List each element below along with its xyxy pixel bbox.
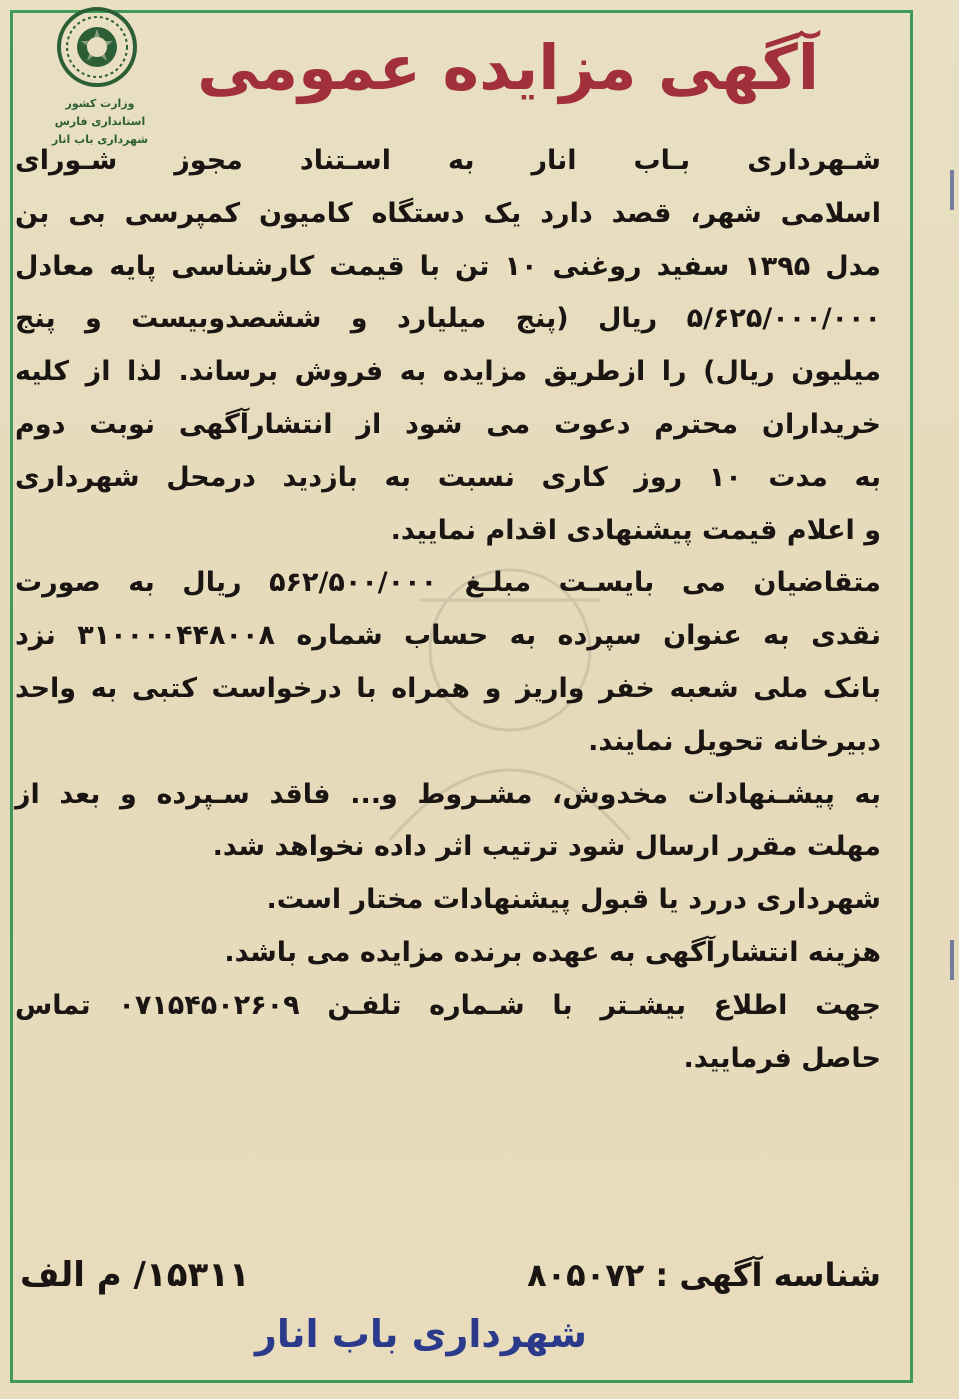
edge-mark-icon bbox=[947, 940, 957, 980]
body-line: شـهرداری بـاب انار به اسـتناد مجوز شـورای bbox=[15, 145, 881, 176]
body-line: خریداران محترم دعوت می شود از انتشارآگهی نوبت دوم bbox=[15, 408, 881, 440]
footer-row bbox=[20, 1245, 881, 1305]
notice-body bbox=[15, 135, 881, 1085]
body-line: شهرداری دررد یا قبول پیشنهادات مختار است. bbox=[266, 884, 881, 916]
body-line: ۵/۶۲۵/۰۰۰/۰۰۰ ریال (پنج میلیارد و ششصدوبیست و پنج bbox=[15, 303, 881, 335]
signature-municipality: شهرداری باب انار bbox=[255, 1312, 587, 1356]
body-line: متقاضیان می بایسـت مبلـغ ۵۶۲/۵۰۰/۰۰۰ ریال به صورت bbox=[15, 567, 882, 599]
body-line: به مدت ۱۰ روز کاری نسبت به بازدید درمحل شهرداری bbox=[15, 461, 881, 493]
body-line: اسلامی شهر، قصد دارد یک دستگاه کامیون کمپرسی بی بن bbox=[15, 197, 881, 229]
body-line: بانک ملی شعبه خفر واریز و همراه با درخواست کتبی به واحد bbox=[15, 672, 881, 704]
body-line: دبیرخانه تحویل نمایند. bbox=[588, 725, 881, 757]
body-line: مهلت مقرر ارسال شود ترتیب اثر داده نخواهد شد. bbox=[212, 831, 881, 863]
edge-mark-icon bbox=[947, 170, 957, 210]
reference-number: ۱۵۳۱۱/ م الف bbox=[20, 1255, 250, 1295]
municipality-emblem-icon bbox=[56, 6, 138, 88]
body-line: هزینه انتشارآگهی به عهده برنده مزایده می باشد. bbox=[224, 936, 881, 968]
body-line: نقدی به عنوان سپرده به حساب شماره ۳۱۰۰۰۰۴۴۸۰۰۸ نزد bbox=[15, 620, 881, 652]
body-line: جهت اطلاع بیشـتر با شـماره تلفـن ۰۷۱۵۴۵۰۲۶۰۹ تماس bbox=[15, 989, 881, 1021]
body-line: میلیون ریال) را ازطریق مزایده به فروش برساند. لذا از کلیه bbox=[15, 356, 881, 388]
emblem-caption-line: شهرداری باب انار bbox=[51, 133, 149, 146]
emblem-caption-line: وزارت کشور bbox=[65, 97, 135, 110]
ad-id: شناسه آگهی : ۸۰۵۰۷۲ bbox=[527, 1256, 881, 1294]
notice-title: آگهی مزایده عمومی bbox=[197, 31, 819, 104]
emblem-caption-line: استانداری فارس bbox=[54, 115, 146, 128]
body-line: حاصل فرمایید. bbox=[683, 1042, 881, 1074]
body-line: به پیشـنهادات مخدوش، مشـروط و... فاقد سـپرده و بعد از bbox=[15, 778, 881, 810]
body-line: و اعلام قیمت پیشنهادی اقدام نمایید. bbox=[390, 514, 881, 546]
body-line: مدل ۱۳۹۵ سفید روغنی ۱۰ تن با قیمت کارشناسی پایه معادل bbox=[15, 250, 882, 282]
